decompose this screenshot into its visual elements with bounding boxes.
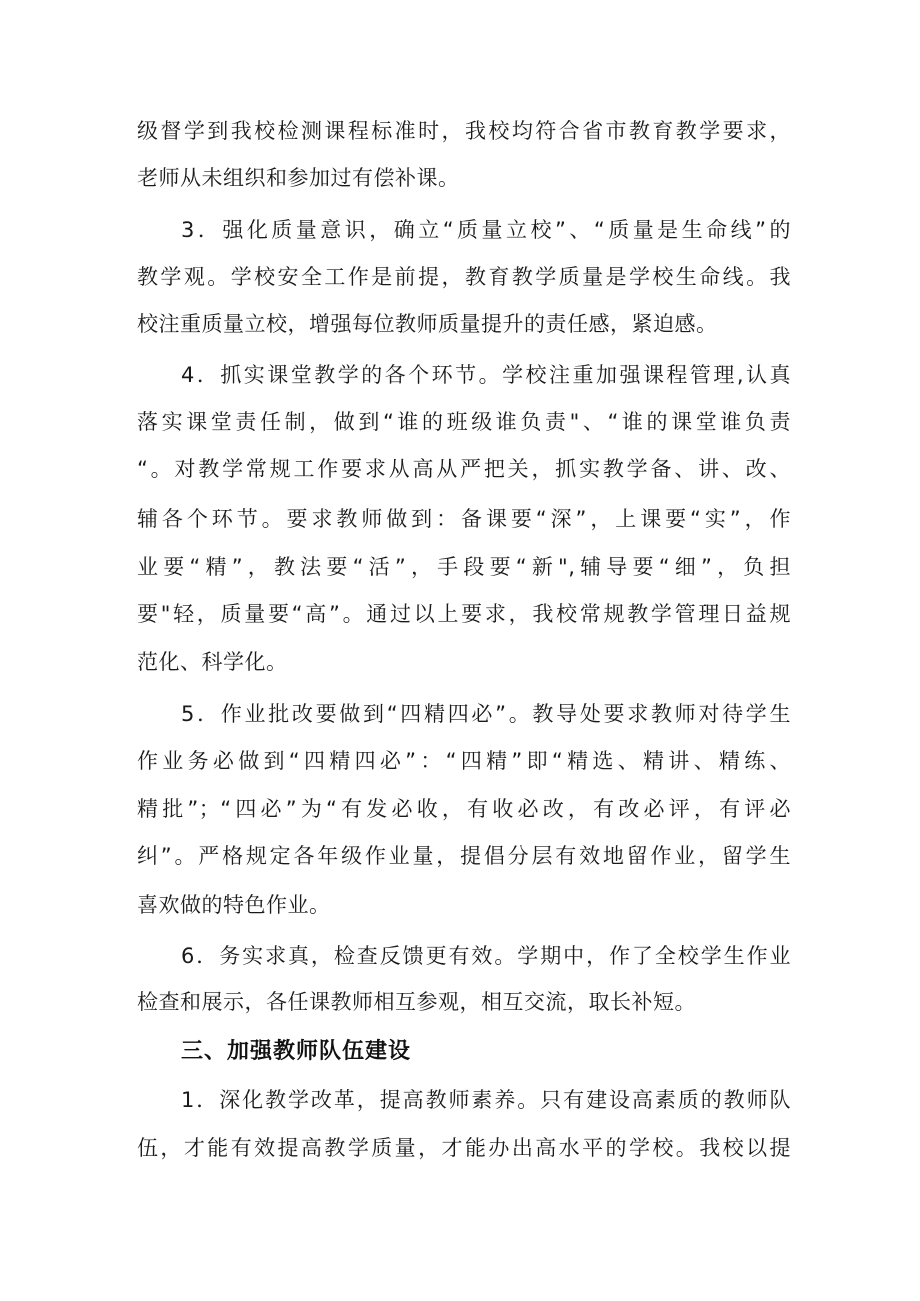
text-line: 辅各个环节。要求教师做到：备课要“深”，上课要“实”，作 (137, 507, 791, 531)
text-line: 1．深化教学改革，提高教师素养。只有建设高素质的教师队 (181, 1088, 791, 1112)
text-line: 教学观。学校安全工作是前提，教育教学质量是学校生命线。我 (137, 265, 791, 289)
text-line: 3．强化质量意识，确立“质量立校”、“质量是生命线”的 (181, 218, 791, 242)
text-line: “。对教学常规工作要求从高从严把关，抓实教学备、讲、改、 (137, 457, 791, 481)
text-line: 喜欢做的特色作业。 (137, 893, 331, 917)
text-line: 落实课堂责任制，做到“谁的班级谁负责"、“谁的课堂谁负责 (137, 410, 791, 434)
text-line: 老师从未组织和参加过有偿补课。 (137, 166, 460, 190)
text-line: 5．作业批改要做到“四精四必”。教导处要求教师对待学生 (181, 702, 791, 726)
text-line: 检查和展示，各任课教师相互参观，相互交流，取长补短。 (137, 990, 696, 1014)
text-line: 伍，才能有效提高教学质量，才能办出高水平的学校。我校以提 (137, 1136, 791, 1160)
text-line: 校注重质量立校，增强每位教师质量提升的责任感，紧迫感。 (137, 312, 718, 336)
text-line: 精批”；“四必”为“有发必收，有收必改，有改必评，有评必 (137, 797, 791, 821)
text-line: 业要“精”，教法要“活”，手段要“新",辅导要“细”，负担 (137, 555, 791, 579)
section-heading: 三、加强教师队伍建设 (181, 1039, 412, 1064)
text-line: 作业务必做到“四精四必”：“四精”即“精选、精讲、精练、 (137, 749, 791, 773)
text-line: 纠”。严格规定各年级作业量，提倡分层有效地留作业，留学生 (137, 844, 791, 868)
text-line: 要"轻，质量要“高”。通过以上要求，我校常规教学管理日益规 (137, 602, 791, 626)
text-line: 范化、科学化。 (137, 650, 288, 674)
text-line: 级督学到我校检测课程标准时，我校均符合省市教育教学要求， (137, 119, 791, 143)
text-line: 6．务实求真，检查反馈更有效。学期中，作了全校学生作业 (181, 944, 791, 968)
text-line: 4．抓实课堂教学的各个环节。学校注重加强课程管理,认真 (181, 363, 791, 387)
